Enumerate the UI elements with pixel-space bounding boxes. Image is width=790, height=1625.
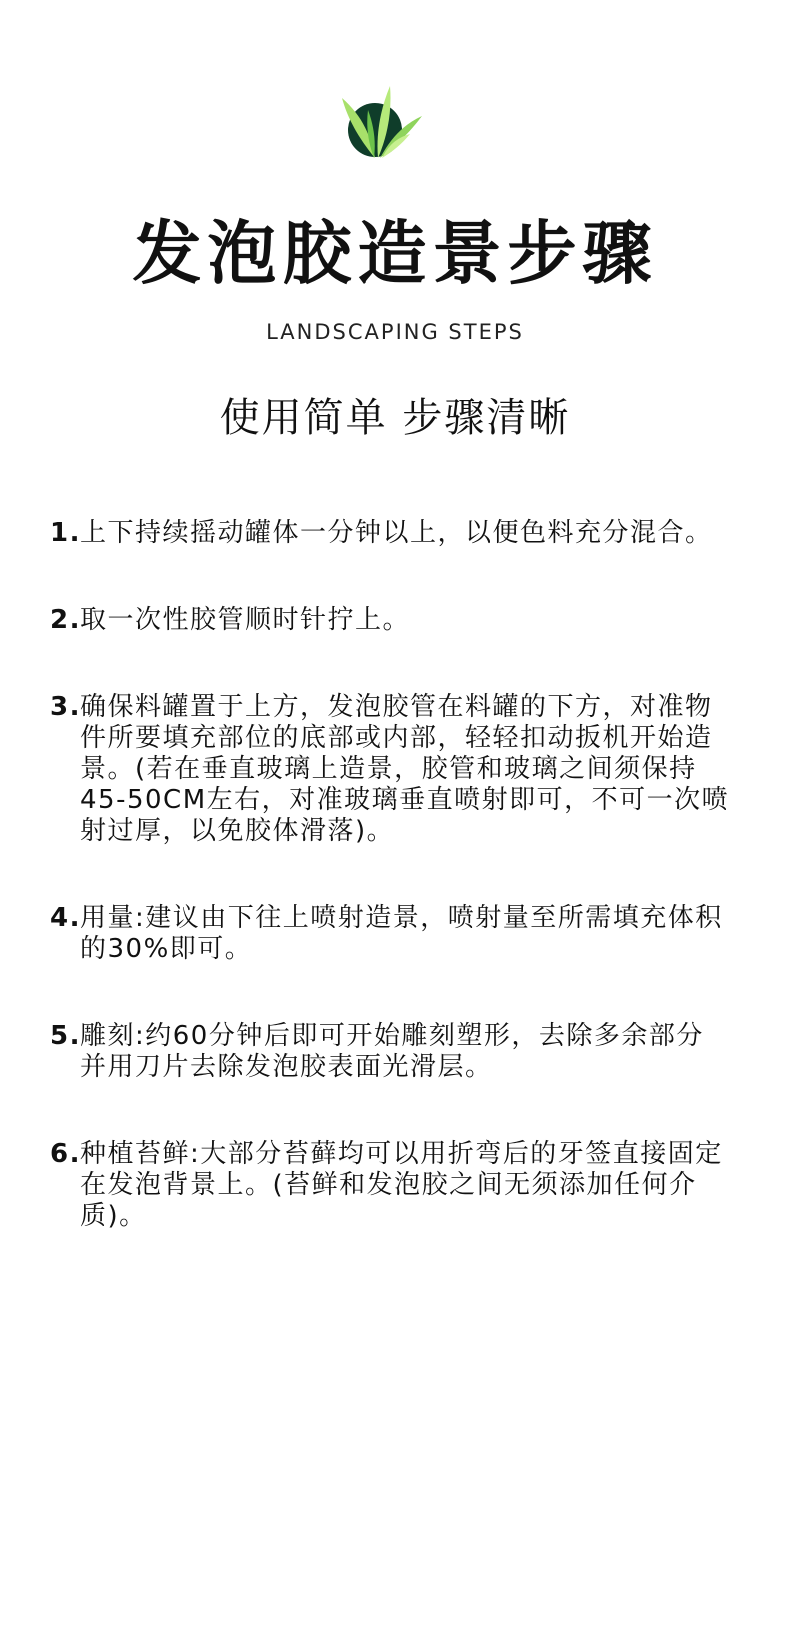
step-text: 上下持续摇动罐体一分钟以上，以便色料充分混合。 (80, 518, 713, 548)
step-text: 取一次性胶管顺时针拧上。 (80, 605, 411, 635)
step-item (50, 903, 730, 965)
step-number: 2. (50, 605, 81, 635)
page-title: 发泡胶造景步骤 (132, 214, 658, 294)
tagline: 使用简单 步骤清晰 (219, 395, 571, 441)
step-item (50, 692, 730, 847)
step-text: 雕刻:约60分钟后即可开始雕刻塑形，去除多余部分并用刀片去除发泡胶表面光滑层。 (80, 1021, 704, 1082)
moss-leaf-icon (330, 80, 430, 180)
step-text: 确保料罐置于上方，发泡胶管在料罐的下方，对准物件所要填充部位的底部或内部，轻轻扣动扳机开始造景。(若在垂直玻璃上造景，胶管和玻璃之间须保持45-50CM左右，对准玻璃垂直喷射即可，不可一次喷射过厚，以免胶体滑落)。 (80, 692, 730, 846)
step-number: 6. (50, 1139, 81, 1169)
logo (330, 80, 430, 180)
page-subtitle: LANDSCAPING STEPS (266, 320, 524, 344)
step-item (50, 1021, 730, 1083)
steps-list (50, 518, 730, 1232)
step-item (50, 518, 730, 549)
step-text: 用量:建议由下往上喷射造景，喷射量至所需填充体积的30%即可。 (80, 903, 723, 964)
step-number: 1. (50, 518, 81, 548)
step-text: 种植苔鲜:大部分苔藓均可以用折弯后的牙签直接固定在发泡背景上。(苔鲜和发泡胶之间无须添加任何介质)。 (80, 1139, 723, 1231)
step-item (50, 605, 730, 636)
step-number: 4. (50, 903, 81, 933)
step-number: 5. (50, 1021, 81, 1051)
step-item (50, 1139, 730, 1232)
step-number: 3. (50, 692, 81, 722)
